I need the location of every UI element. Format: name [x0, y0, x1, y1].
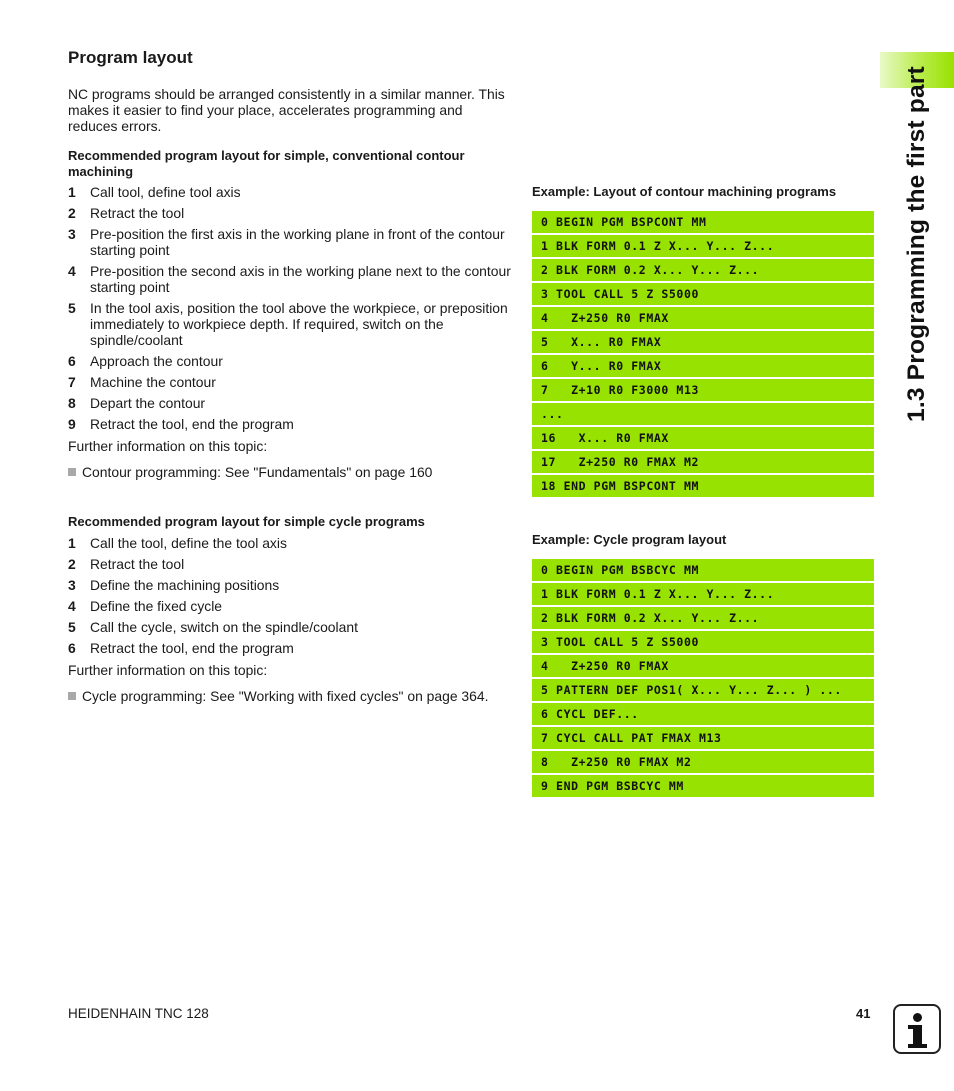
- step-number: 7: [68, 374, 76, 390]
- step-text: Pre-position the first axis in the working plane in front of the contour starting point: [90, 226, 505, 258]
- step-number: 2: [68, 555, 76, 572]
- code-line: 5 PATTERN DEF POS1( X... Y... Z... ) ...: [532, 679, 874, 701]
- contour-example: [532, 184, 874, 499]
- info-icon-dot: [913, 1013, 922, 1022]
- code-line: 3 TOOL CALL 5 Z S5000: [532, 631, 874, 653]
- step-number: 2: [68, 205, 76, 221]
- code-line: 18 END PGM BSPCONT MM: [532, 475, 874, 497]
- code-line: 2 BLK FORM 0.2 X... Y... Z...: [532, 607, 874, 629]
- bullet-square-icon: [68, 468, 76, 476]
- code-listing: [532, 211, 874, 497]
- cycle-example: [532, 532, 874, 799]
- step-text: Call the tool, define the tool axis: [90, 534, 287, 551]
- step-number: 5: [68, 618, 76, 635]
- list-item: [68, 640, 512, 656]
- list-item: [68, 374, 512, 390]
- further-info-label: Further information on this topic:: [68, 438, 268, 454]
- step-number: 6: [68, 353, 76, 369]
- list-item: [68, 619, 512, 635]
- page-title: Program layout: [68, 48, 193, 67]
- step-number: 8: [68, 395, 76, 411]
- step-number: 3: [68, 226, 76, 242]
- contour-steps-list: [68, 184, 512, 432]
- code-line: 0 BEGIN PGM BSPCONT MM: [532, 211, 874, 233]
- code-line: 17 Z+250 R0 FMAX M2: [532, 451, 874, 473]
- code-line: 1 BLK FORM 0.1 Z X... Y... Z...: [532, 235, 874, 257]
- step-text: Retract the tool: [90, 555, 185, 572]
- step-text: Retract the tool, end the program: [90, 639, 294, 656]
- step-text: Define the machining positions: [90, 576, 280, 593]
- bullet-square-icon: [68, 692, 76, 700]
- info-icon-base: [908, 1044, 927, 1048]
- list-item: [68, 226, 512, 258]
- list-item: [68, 395, 512, 411]
- code-line: 7 Z+10 R0 F3000 M13: [532, 379, 874, 401]
- code-line: 1 BLK FORM 0.1 Z X... Y... Z...: [532, 583, 874, 605]
- contour-layout-heading: Recommended program layout for simple, conventional contour machining: [68, 148, 465, 179]
- step-number: 6: [68, 639, 76, 656]
- list-item: [68, 598, 512, 614]
- list-item: [68, 263, 512, 295]
- step-text: Retract the tool, end the program: [90, 416, 294, 432]
- list-item: [68, 353, 512, 369]
- code-line: 9 END PGM BSBCYC MM: [532, 775, 874, 797]
- reference-link-text[interactable]: Contour programming: See "Fundamentals" on page 160: [82, 464, 433, 480]
- list-item: [68, 205, 512, 221]
- step-number: 3: [68, 576, 76, 593]
- step-text: Depart the contour: [90, 395, 206, 411]
- main-text-column: [68, 86, 512, 704]
- step-number: 4: [68, 597, 76, 614]
- step-number: 5: [68, 300, 76, 316]
- reference-bullet: [68, 464, 512, 480]
- example-caption: Example: Layout of contour machining programs: [532, 184, 837, 199]
- code-line: ...: [532, 403, 874, 425]
- further-info-label: Further information on this topic:: [68, 661, 268, 678]
- cycle-steps-list: [68, 535, 512, 656]
- list-item: [68, 416, 512, 432]
- step-text: In the tool axis, position the tool above the workpiece, or preposition immediately to workpiece depth. If required, switch on the spindle/coolant: [90, 300, 508, 348]
- step-text: Machine the contour: [90, 374, 216, 390]
- footer-title: HEIDENHAIN TNC 128: [68, 1006, 209, 1021]
- step-number: 1: [68, 534, 76, 551]
- list-item: [68, 300, 512, 348]
- step-text: Approach the contour: [90, 353, 223, 369]
- code-line: 8 Z+250 R0 FMAX M2: [532, 751, 874, 773]
- code-line: 4 Z+250 R0 FMAX: [532, 655, 874, 677]
- code-line: 5 X... R0 FMAX: [532, 331, 874, 353]
- cycle-layout-section: [68, 514, 512, 704]
- code-line: 6 Y... R0 FMAX: [532, 355, 874, 377]
- page-number: 41: [856, 1006, 871, 1021]
- info-icon: [893, 1004, 941, 1054]
- list-item: [68, 184, 512, 200]
- contour-layout-section: [68, 148, 512, 480]
- step-text: Call the cycle, switch on the spindle/coolant: [90, 618, 358, 635]
- list-item: [68, 577, 512, 593]
- example-caption: Example: Cycle program layout: [532, 532, 727, 547]
- step-text: Call tool, define tool axis: [90, 184, 241, 200]
- intro-paragraph: NC programs should be arranged consistently in a similar manner. This makes it easier to find your place, accelerates programming and reduces errors.: [68, 86, 505, 134]
- list-item: [68, 556, 512, 572]
- reference-bullet: [68, 688, 512, 704]
- code-line: 6 CYCL DEF...: [532, 703, 874, 725]
- step-number: 4: [68, 263, 76, 279]
- step-text: Define the fixed cycle: [90, 597, 223, 614]
- cycle-layout-heading: Recommended program layout for simple cycle programs: [68, 514, 425, 529]
- step-number: 1: [68, 184, 76, 200]
- chapter-side-heading: 1.3 Programming the first part: [903, 66, 930, 422]
- code-line: 16 X... R0 FMAX: [532, 427, 874, 449]
- code-line: 2 BLK FORM 0.2 X... Y... Z...: [532, 259, 874, 281]
- step-number: 9: [68, 416, 76, 432]
- code-line: 3 TOOL CALL 5 Z S5000: [532, 283, 874, 305]
- code-line: 4 Z+250 R0 FMAX: [532, 307, 874, 329]
- step-text: Retract the tool: [90, 205, 185, 221]
- step-text: Pre-position the second axis in the working plane next to the contour starting point: [90, 263, 511, 295]
- reference-link-text[interactable]: Cycle programming: See "Working with fixed cycles" on page 364.: [82, 687, 489, 704]
- code-line: 7 CYCL CALL PAT FMAX M13: [532, 727, 874, 749]
- code-listing: [532, 559, 874, 797]
- list-item: [68, 535, 512, 551]
- code-line: 0 BEGIN PGM BSBCYC MM: [532, 559, 874, 581]
